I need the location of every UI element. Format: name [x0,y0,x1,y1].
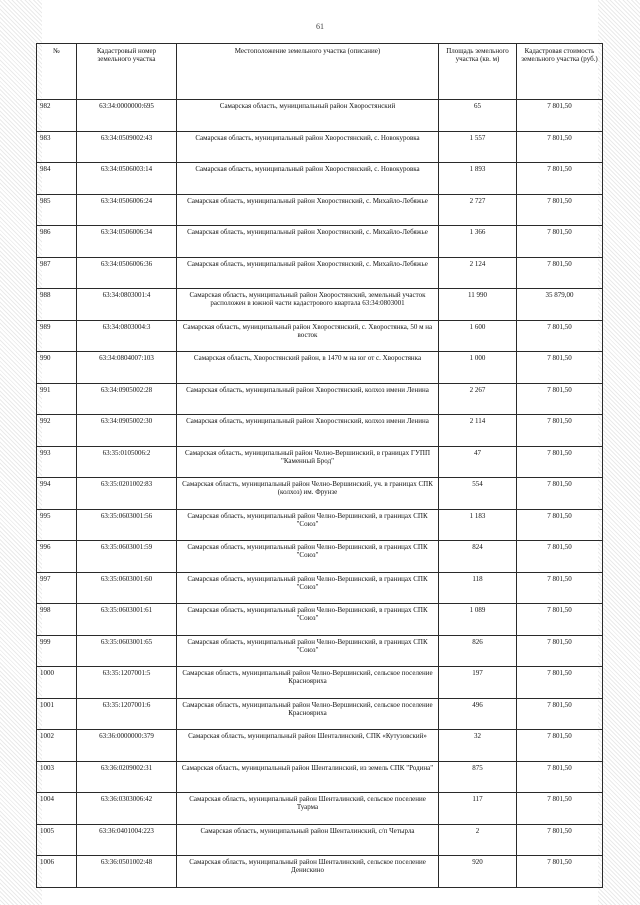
table-row [37,730,603,762]
table-row [37,383,603,415]
table-row [37,793,603,825]
cadastral-cost: 7 801,50 [517,194,603,226]
area-sqm: 118 [439,572,517,604]
cadastral-number: 63:36:0501002:48 [77,856,177,888]
location-description: Самарская область, муниципальный район Шенталинский, сельское поселение Денискино [177,856,439,888]
table-row [37,257,603,289]
table-row [37,320,603,352]
row-number: 999 [37,635,77,667]
location-description: Самарская область, муниципальный район Хворостянский, земельный участок расположен в южной части кадастрового квартала 63:34:0803001 [177,289,439,321]
cadastral-cost: 7 801,50 [517,793,603,825]
cadastral-number: 63:34:0506006:34 [77,226,177,258]
row-number: 982 [37,100,77,132]
location-description: Самарская область, муниципальный район Шенталинский, СПК «Кутузовский» [177,730,439,762]
area-sqm: 1 183 [439,509,517,541]
table-row [37,289,603,321]
location-description: Самарская область, муниципальный район Хворостянский, колхоз имени Ленина [177,415,439,447]
table-row [37,100,603,132]
row-number: 989 [37,320,77,352]
area-sqm: 65 [439,100,517,132]
cadastral-number: 63:35:0603001:65 [77,635,177,667]
header-num: № [37,44,77,100]
area-sqm: 824 [439,541,517,573]
cadastral-cost: 7 801,50 [517,131,603,163]
header-area: Площадь земельного участка (кв. м) [439,44,517,100]
location-description: Самарская область, муниципальный район Челно-Вершинский, в границах СПК "Союз" [177,572,439,604]
table-row [37,698,603,730]
row-number: 988 [37,289,77,321]
cadastral-cost: 7 801,50 [517,446,603,478]
row-number: 1001 [37,698,77,730]
table-header [37,44,603,100]
row-number: 998 [37,604,77,636]
area-sqm: 2 727 [439,194,517,226]
table-row [37,541,603,573]
row-number: 986 [37,226,77,258]
row-number: 1002 [37,730,77,762]
location-description: Самарская область, муниципальный район Челно-Вершинский, сельское поселение Краснояриха [177,667,439,699]
cadastral-number: 63:36:0209002:31 [77,761,177,793]
row-number: 996 [37,541,77,573]
scan-border-right [598,0,640,905]
location-description: Самарская область, муниципальный район Шенталинский, из земель СПК "Родина" [177,761,439,793]
cadastral-cost: 7 801,50 [517,415,603,447]
cadastral-cost: 7 801,50 [517,667,603,699]
row-number: 991 [37,383,77,415]
table-row [37,163,603,195]
table-row [37,604,603,636]
row-number: 1006 [37,856,77,888]
cadastral-number: 63:34:0000000:695 [77,100,177,132]
area-sqm: 11 990 [439,289,517,321]
cadastral-cost: 7 801,50 [517,604,603,636]
cadastral-number: 63:35:0201002:83 [77,478,177,510]
area-sqm: 1 893 [439,163,517,195]
area-sqm: 875 [439,761,517,793]
table-row [37,131,603,163]
table-row [37,824,603,856]
table-row [37,446,603,478]
table-row [37,509,603,541]
header-location: Местоположение земельного участка (описание) [177,44,439,100]
area-sqm: 554 [439,478,517,510]
cadastral-cost: 7 801,50 [517,383,603,415]
area-sqm: 1 366 [439,226,517,258]
cadastral-number: 63:34:0803004:3 [77,320,177,352]
location-description: Самарская область, муниципальный район Хворостянский, с. Новокуровка [177,131,439,163]
location-description: Самарская область, муниципальный район Челно-Вершинский, в границах СПК "Союз" [177,541,439,573]
location-description: Самарская область, Хворостянский район, в 1470 м на юг от с. Хворостянка [177,352,439,384]
cadastral-number: 63:34:0509002:43 [77,131,177,163]
cadastral-number: 63:35:0603001:59 [77,541,177,573]
header-cadastral-number: Кадастровый номер земельного участка [77,44,177,100]
location-description: Самарская область, муниципальный район Хворостянский, с. Михайло-Лебяжье [177,194,439,226]
area-sqm: 826 [439,635,517,667]
row-number: 1003 [37,761,77,793]
area-sqm: 197 [439,667,517,699]
area-sqm: 117 [439,793,517,825]
area-sqm: 2 267 [439,383,517,415]
cadastral-number: 63:36:0000000:379 [77,730,177,762]
cadastral-cost: 7 801,50 [517,100,603,132]
table-row [37,635,603,667]
area-sqm: 2 114 [439,415,517,447]
cadastral-cost: 7 801,50 [517,352,603,384]
table-row [37,194,603,226]
cadastral-number: 63:34:0905002:30 [77,415,177,447]
location-description: Самарская область, муниципальный район Хворостянский, с. Хворостянка, 50 м на восток [177,320,439,352]
cadastral-number: 63:34:0804007:103 [77,352,177,384]
cadastral-cost: 7 801,50 [517,824,603,856]
row-number: 1005 [37,824,77,856]
cadastral-number: 63:35:0603001:60 [77,572,177,604]
cadastral-cost: 7 801,50 [517,509,603,541]
row-number: 1004 [37,793,77,825]
cadastral-number: 63:36:0401004:223 [77,824,177,856]
area-sqm: 496 [439,698,517,730]
cadastral-cost: 7 801,50 [517,257,603,289]
cadastral-cost: 7 801,50 [517,226,603,258]
table-row [37,226,603,258]
cadastral-number: 63:35:1207001:6 [77,698,177,730]
cadastral-number: 63:34:0506003:14 [77,163,177,195]
page-number: 61 [316,22,324,31]
location-description: Самарская область, муниципальный район Хворостянский, с. Михайло-Лебяжье [177,257,439,289]
row-number: 983 [37,131,77,163]
location-description: Самарская область, муниципальный район Шенталинский, с/п Четырла [177,824,439,856]
land-plot-table [36,43,603,888]
cadastral-cost: 7 801,50 [517,698,603,730]
cadastral-number: 63:36:0303006:42 [77,793,177,825]
location-description: Самарская область, муниципальный район Хворостянский, с. Новокуровка [177,163,439,195]
cadastral-cost: 7 801,50 [517,572,603,604]
cadastral-cost: 7 801,50 [517,856,603,888]
cadastral-cost: 7 801,50 [517,478,603,510]
row-number: 987 [37,257,77,289]
area-sqm: 32 [439,730,517,762]
location-description: Самарская область, муниципальный район Челно-Вершинский, в границах ГУПП "Каменный Брод" [177,446,439,478]
location-description: Самарская область, муниципальный район Челно-Вершинский, в границах СПК "Союз" [177,635,439,667]
table-row [37,761,603,793]
row-number: 992 [37,415,77,447]
location-description: Самарская область, муниципальный район Хворостянский, с. Михайло-Лебяжье [177,226,439,258]
table-row [37,352,603,384]
table-row [37,856,603,888]
cadastral-number: 63:34:0506006:36 [77,257,177,289]
area-sqm: 1 557 [439,131,517,163]
location-description: Самарская область, муниципальный район Челно-Вершинский, в границах СПК "Союз" [177,604,439,636]
location-description: Самарская область, муниципальный район Челно-Вершинский, сельское поселение Краснояриха [177,698,439,730]
cadastral-cost: 7 801,50 [517,541,603,573]
cadastral-cost: 7 801,50 [517,163,603,195]
row-number: 1000 [37,667,77,699]
header-cost: Кадастровая стоимость земельного участка (руб.) [517,44,603,100]
cadastral-number: 63:35:0105006:2 [77,446,177,478]
cadastral-cost: 35 879,00 [517,289,603,321]
cadastral-cost: 7 801,50 [517,635,603,667]
cadastral-number: 63:35:0603001:61 [77,604,177,636]
area-sqm: 47 [439,446,517,478]
area-sqm: 1 000 [439,352,517,384]
area-sqm: 1 600 [439,320,517,352]
table-row [37,572,603,604]
row-number: 984 [37,163,77,195]
area-sqm: 920 [439,856,517,888]
row-number: 995 [37,509,77,541]
location-description: Самарская область, муниципальный район Челно-Вершинский, уч. в границах СПК (колхоз) им. Фрунзе [177,478,439,510]
row-number: 994 [37,478,77,510]
area-sqm: 2 [439,824,517,856]
table-row [37,415,603,447]
table-row [37,478,603,510]
cadastral-cost: 7 801,50 [517,320,603,352]
row-number: 990 [37,352,77,384]
cadastral-number: 63:35:0603001:56 [77,509,177,541]
location-description: Самарская область, муниципальный район Челно-Вершинский, в границах СПК "Союз" [177,509,439,541]
location-description: Самарская область, муниципальный район Хворостянский [177,100,439,132]
cadastral-number: 63:34:0803001:4 [77,289,177,321]
table-row [37,667,603,699]
table-body [37,100,603,888]
row-number: 985 [37,194,77,226]
cadastral-number: 63:34:0506006:24 [77,194,177,226]
row-number: 997 [37,572,77,604]
cadastral-cost: 7 801,50 [517,761,603,793]
cadastral-cost: 7 801,50 [517,730,603,762]
location-description: Самарская область, муниципальный район Хворостянский, колхоз имени Ленина [177,383,439,415]
area-sqm: 1 089 [439,604,517,636]
cadastral-number: 63:34:0905002:28 [77,383,177,415]
row-number: 993 [37,446,77,478]
location-description: Самарская область, муниципальный район Шенталинский, сельское поселение Туарма [177,793,439,825]
area-sqm: 2 124 [439,257,517,289]
cadastral-number: 63:35:1207001:5 [77,667,177,699]
